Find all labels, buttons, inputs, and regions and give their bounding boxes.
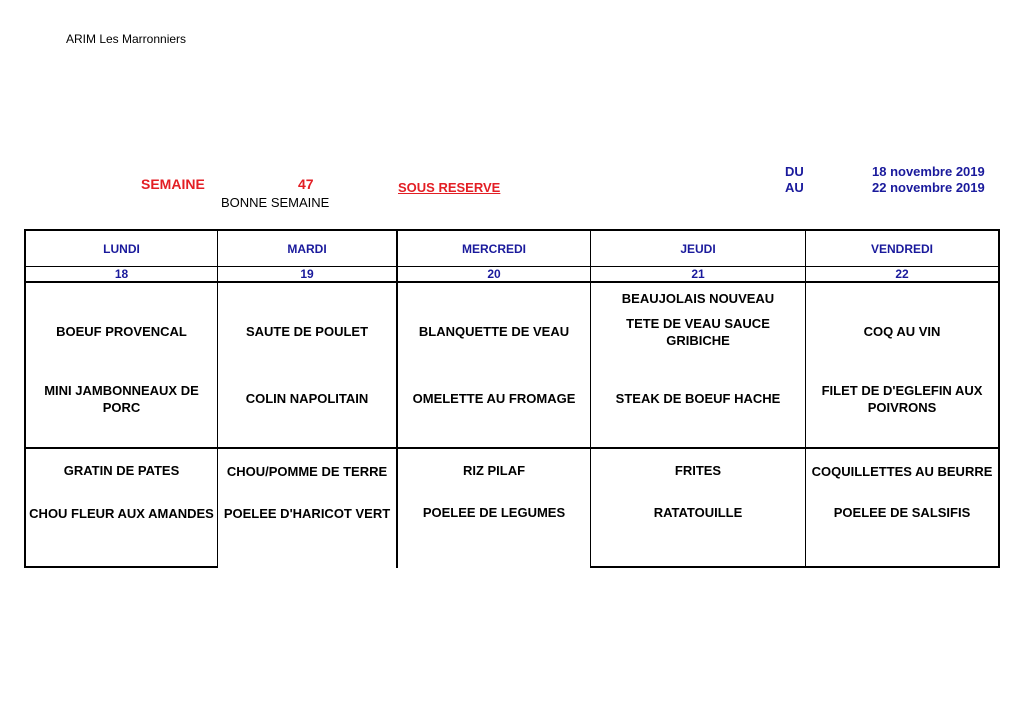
subject-to-change-note: SOUS RESERVE	[398, 180, 501, 195]
table-border-right	[998, 229, 1000, 568]
day-number-mercredi: 20	[487, 267, 501, 281]
date-to-value: 22 novembre 2019	[872, 180, 985, 195]
day-number-mardi: 19	[300, 267, 314, 281]
main-dish: BLANQUETTE DE VEAU	[418, 323, 570, 339]
side-dish: GRATIN DE PATES	[63, 462, 180, 478]
day-header-mardi: MARDI	[287, 241, 327, 256]
side-dish: CHOU/POMME DE TERRE	[226, 463, 388, 479]
side-dish: RIZ PILAF	[462, 462, 526, 478]
main-dish: FILET DE D'EGLEFIN AUX POIVRONS	[821, 383, 983, 415]
date-from-label: DU	[785, 164, 804, 179]
day-header-vendredi: VENDREDI	[870, 241, 933, 256]
day-header-mercredi: MERCREDI	[461, 241, 526, 256]
main-dish: COQ AU VIN	[863, 323, 941, 339]
main-dish: COLIN NAPOLITAIN	[245, 390, 369, 406]
week-label: SEMAINE	[141, 176, 205, 192]
special-dish: BEAUJOLAIS NOUVEAU	[621, 290, 775, 306]
main-dish: SAUTE DE POULET	[245, 323, 369, 339]
side-dish: FRITES	[674, 462, 722, 478]
side-dish: POELEE DE LEGUMES	[422, 504, 566, 520]
side-dish: CHOU FLEUR AUX AMANDES	[29, 505, 214, 521]
table-border-bottom	[590, 566, 1000, 568]
row-divider	[24, 281, 1000, 283]
date-to-label: AU	[785, 180, 804, 195]
main-dish: BOEUF PROVENCAL	[56, 323, 187, 339]
side-dish: POELEE D'HARICOT VERT	[223, 505, 391, 521]
day-header-jeudi: JEUDI	[680, 241, 716, 256]
day-number-vendredi: 22	[895, 267, 909, 281]
main-dish: TETE DE VEAU SAUCE GRIBICHE	[626, 316, 770, 348]
date-from-value: 18 novembre 2019	[872, 164, 985, 179]
weekly-menu-table	[24, 229, 1000, 568]
main-dish: OMELETTE AU FROMAGE	[412, 390, 576, 406]
main-dish: STEAK DE BOEUF HACHE	[615, 390, 781, 406]
main-dish: MINI JAMBONNEAUX DE PORC	[44, 383, 199, 415]
greeting-text: BONNE SEMAINE	[221, 195, 330, 210]
day-header-lundi: LUNDI	[103, 241, 140, 256]
side-dish: RATATOUILLE	[653, 504, 743, 520]
row-divider	[24, 447, 1000, 449]
side-dish: POELEE DE SALSIFIS	[833, 504, 971, 520]
organization-name: ARIM Les Marronniers	[66, 32, 187, 46]
table-border-bottom	[24, 566, 218, 568]
day-number-lundi: 18	[114, 267, 129, 281]
week-number: 47	[298, 176, 314, 192]
day-number-jeudi: 21	[691, 267, 705, 281]
side-dish: COQUILLETTES AU BEURRE	[811, 463, 993, 479]
